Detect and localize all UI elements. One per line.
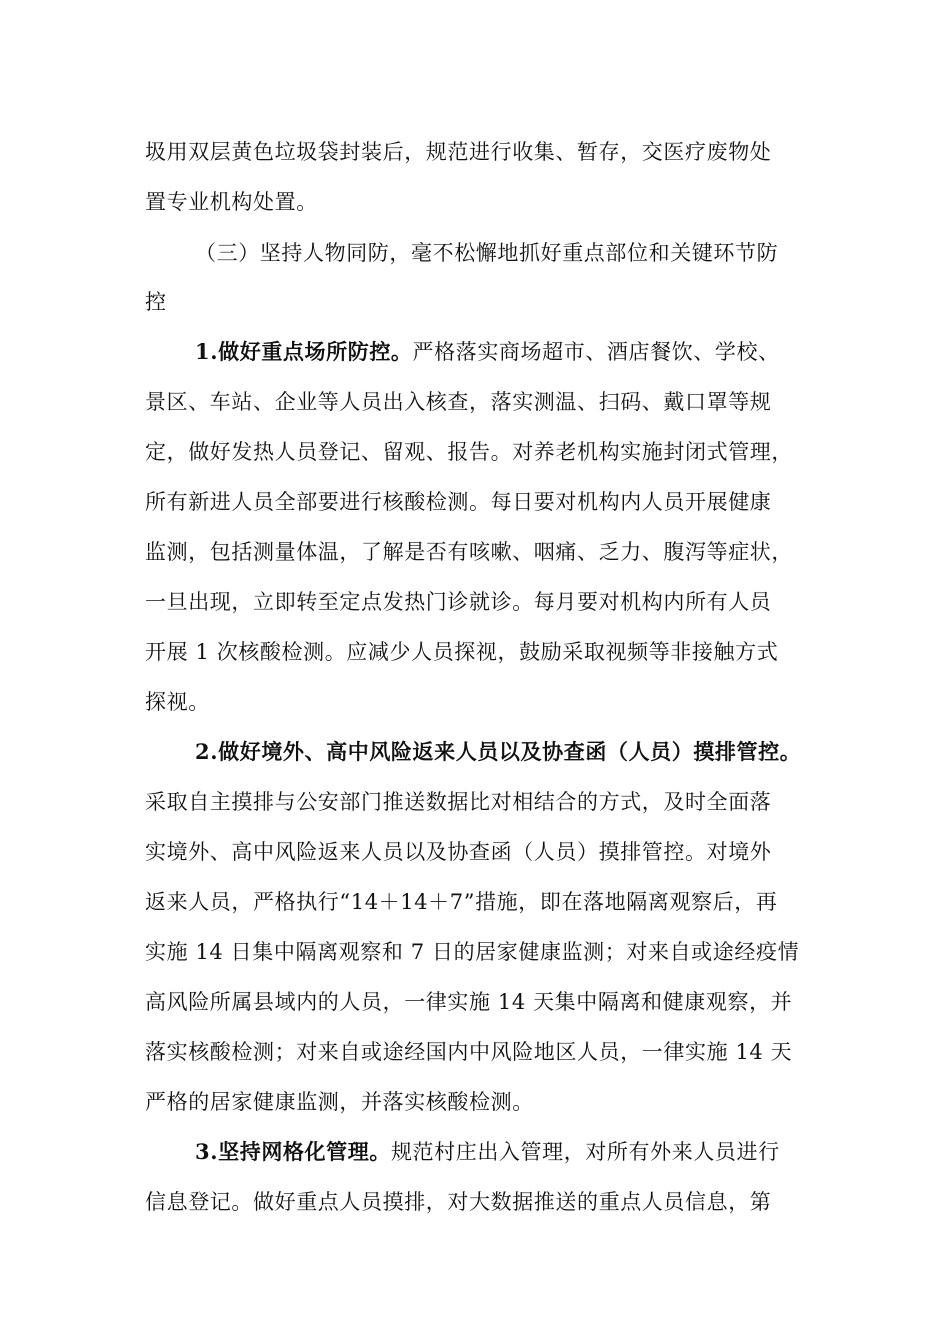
text-line: 实境外、高中风险返来人员以及协查函（人员）摸排管控。对境外 [145,840,772,864]
text-line: 开展 1 次核酸检测。应减少人员探视，鼓励采取视频等非接触方式 [145,640,779,664]
text-line: 落实核酸检测；对来自或途经国内中风险地区人员，一律实施 14 天 [145,1040,793,1064]
text-line: 景区、车站、企业等人员出入核查，落实测温、扫码、戴口罩等规 [145,390,772,414]
text-line: 高风险所属县域内的人员，一律实施 14 天集中隔离和健康观察，并 [145,990,793,1014]
text-line: 信息登记。做好重点人员摸排，对大数据推送的重点人员信息，第 [145,1190,772,1214]
text-line: 实施 14 日集中隔离观察和 7 日的居家健康监测；对来自或途经疫情 [145,940,800,964]
paragraph-1-first-line [195,337,780,367]
item-heading-2: 2.做好境外、高中风险返来人员以及协查函（人员）摸排管控。 [195,739,802,764]
item-heading-3: 3.坚持网格化管理。 [195,1139,391,1164]
text-line: 所有新进人员全部要进行核酸检测。每日要对机构内人员开展健康 [145,490,772,514]
text-run: 严格落实商场超市、酒店餐饮、学校、 [412,340,780,364]
text-line: 探视。 [145,690,210,714]
text-line: 监测，包括测量体温，了解是否有咳嗽、咽痛、乏力、腹泻等症状， [145,540,793,564]
text-line: 定，做好发热人员登记、留观、报告。对养老机构实施封闭式管理， [145,440,793,464]
text-line: 返来人员，严格执行“14＋14＋7”措施，即在落地隔离观察后，再 [145,890,778,914]
text-line: 采取自主摸排与公安部门推送数据比对相结合的方式，及时全面落 [145,790,772,814]
item-heading-1: 1.做好重点场所防控。 [195,339,413,364]
text-line: 置专业机构处置。 [145,190,318,214]
text-run: 规范村庄出入管理，对所有外来人员进行 [390,1140,780,1164]
text-line: 严格的居家健康监测，并落实核酸检测。 [145,1090,534,1114]
section-heading: （三）坚持人物同防，毫不松懈地抓好重点部位和关键环节防 [195,241,779,265]
section-heading-continued: 控 [145,290,167,314]
paragraph-3-first-line [195,1137,780,1167]
text-line: 圾用双层黄色垃圾袋封装后，规范进行收集、暂存，交医疗废物处 [145,140,772,164]
text-line: 一旦出现，立即转至定点发热门诊就诊。每月要对机构内所有人员 [145,590,772,614]
